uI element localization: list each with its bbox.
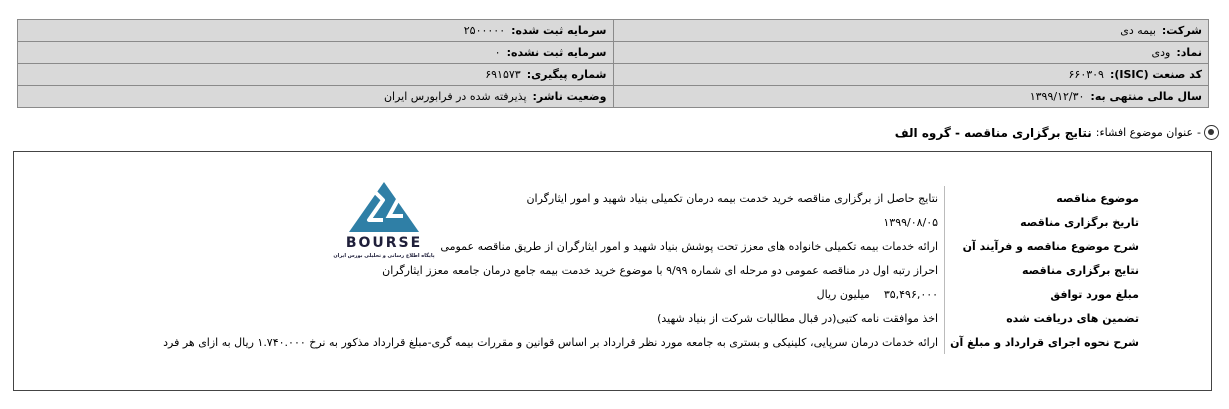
company-value: بیمه دی xyxy=(1120,24,1156,37)
info-cell-isic xyxy=(613,64,1209,86)
publisher-status-label: وضعیت ناشر: xyxy=(532,90,607,103)
info-row xyxy=(18,42,1209,64)
isic-label: کد صنعت (ISIC): xyxy=(1109,68,1202,81)
detail-value: نتایج حاصل از برگزاری مناقصه خرید خدمت بیمه درمان تکمیلی بنیاد شهید و امور ایثارگران xyxy=(526,191,939,205)
amount-value: ۳۵,۴۹۶,۰۰۰ xyxy=(883,287,939,301)
info-cell-symbol xyxy=(613,42,1209,64)
logo-text: BOURSE xyxy=(345,235,423,251)
detail-row xyxy=(159,186,1143,210)
registered-capital-value: ۲۵۰۰۰۰۰ xyxy=(463,24,506,37)
fiscal-year-label: سال مالی منتهی به: xyxy=(1090,90,1202,103)
detail-key: موضوع مناقصه xyxy=(945,186,1143,210)
detail-row xyxy=(159,258,1143,282)
detail-row xyxy=(159,210,1143,234)
subject-label: عنوان موضوع افشاء: xyxy=(1095,126,1194,139)
detail-value: احراز رتبه اول در مناقصه عمومی دو مرحله ای شماره ۹/۹۹ با موضوع خرید خدمت بیمه جامع درمان جامعه معزز ایثارگران xyxy=(382,263,939,277)
detail-value: اخذ موافقت نامه کتبی(در قبال مطالبات شرکت از بنیاد شهید) xyxy=(657,311,939,325)
detail-row xyxy=(159,234,1143,258)
info-cell-company xyxy=(613,20,1209,42)
bourse-logo xyxy=(329,180,439,260)
detail-row xyxy=(159,330,1143,354)
logo-triangle xyxy=(349,182,419,232)
info-cell-fiscal-year xyxy=(613,86,1209,108)
info-row xyxy=(18,86,1209,108)
company-info-table xyxy=(17,19,1209,108)
detail-key: تاریخ برگزاری مناقصه xyxy=(945,210,1143,234)
subject-dash: - xyxy=(1197,126,1201,139)
unregistered-capital-value: ۰ xyxy=(494,46,501,59)
detail-row xyxy=(159,306,1143,330)
detail-value: ۱۳۹۹/۰۸/۰۵ xyxy=(883,215,939,229)
logo-subtext: پایگاه اطلاع رسانی و تحلیلی بورس ایران xyxy=(333,253,435,259)
symbol-label: نماد: xyxy=(1176,46,1202,59)
unregistered-capital-label: سرمایه ثبت نشده: xyxy=(506,46,607,59)
detail-key: مبلغ مورد توافق xyxy=(945,282,1143,306)
amount-unit: میلیون ریال xyxy=(816,287,870,301)
info-cell-unregistered-capital xyxy=(18,42,614,64)
subject-title: نتایج برگزاری مناقصه - گروه الف xyxy=(894,125,1092,140)
company-label: شرکت: xyxy=(1161,24,1202,37)
info-row xyxy=(18,64,1209,86)
detail-value: ارائه خدمات بیمه تکمیلی خانواده های معزز تحت پوشش بنیاد شهید و امور ایثارگران از طریق مناقصه عمومی xyxy=(440,239,939,253)
disclosure-subject xyxy=(895,125,1219,140)
publisher-status-value: پذیرفته شده در فرابورس ایران xyxy=(383,90,527,103)
tracking-number-value: ۶۹۱۵۷۳ xyxy=(485,68,521,81)
detail-key: شرح موضوع مناقصه و فرآیند آن xyxy=(945,234,1143,258)
detail-key: نتایج برگزاری مناقصه xyxy=(945,258,1143,282)
isic-value: ۶۶۰۳۰۹ xyxy=(1068,68,1104,81)
symbol-value: ودی xyxy=(1151,46,1171,59)
info-cell-tracking-number xyxy=(18,64,614,86)
detail-value: ارائه خدمات درمان سرپایی، کلینیکی و بستری به جامعه مورد نظر قرارداد بر اساس قوانین و مقررات بیمه گری-مبلغ قرارداد مذکور به نرخ ۱.۷۴۰.۰۰۰ ریال به ازای هر فرد xyxy=(163,335,939,349)
fiscal-year-value: ۱۳۹۹/۱۲/۳۰ xyxy=(1029,90,1085,103)
disclosure-content-box xyxy=(13,151,1212,391)
detail-value-amount xyxy=(159,282,944,306)
detail-key: تضمین های دریافت شده xyxy=(945,306,1143,330)
info-row xyxy=(18,20,1209,42)
detail-row xyxy=(159,282,1143,306)
detail-key: شرح نحوه اجرای قرارداد و مبلغ آن xyxy=(945,330,1143,354)
target-icon xyxy=(1204,125,1219,140)
info-cell-registered-capital xyxy=(18,20,614,42)
registered-capital-label: سرمایه ثبت شده: xyxy=(511,24,607,37)
tracking-number-label: شماره پیگیری: xyxy=(526,68,607,81)
info-cell-publisher-status xyxy=(18,86,614,108)
tender-details-table xyxy=(159,186,1143,354)
